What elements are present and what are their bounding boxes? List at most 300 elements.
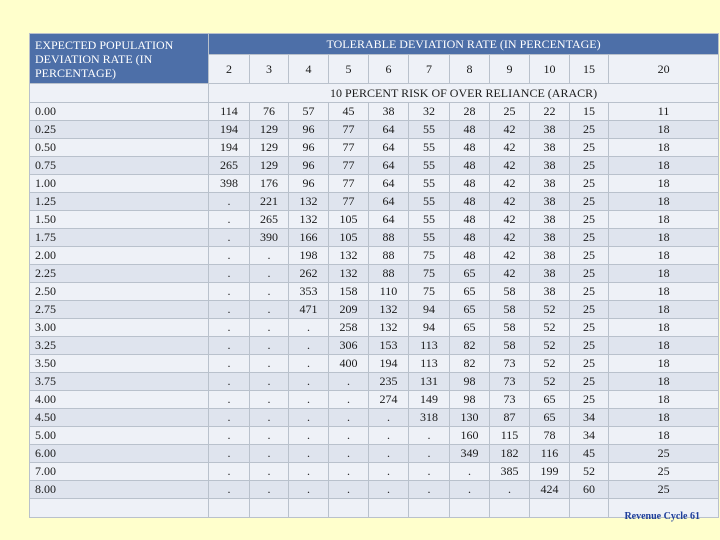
sample-size-cell: 265 (250, 211, 289, 229)
sample-size-cell: 88 (369, 247, 409, 265)
sample-size-cell: . (250, 247, 289, 265)
sample-size-cell: 25 (570, 121, 609, 139)
empty-cell (450, 499, 490, 518)
sample-size-cell: 18 (609, 157, 719, 175)
sample-size-cell: . (369, 463, 409, 481)
sample-size-cell: 64 (369, 139, 409, 157)
sample-size-cell: 385 (490, 463, 530, 481)
sample-size-cell: 34 (570, 427, 609, 445)
sample-size-cell: 77 (329, 139, 369, 157)
table-row (30, 391, 719, 409)
sample-size-cell: 390 (250, 229, 289, 247)
sample-size-cell: 52 (530, 337, 570, 355)
sample-size-cell: 52 (530, 355, 570, 373)
sample-size-cell: 160 (450, 427, 490, 445)
sample-size-cell: 25 (570, 283, 609, 301)
sample-size-cell: 105 (329, 229, 369, 247)
table-row (30, 121, 719, 139)
sample-size-cell: 130 (450, 409, 490, 427)
sample-size-cell: 113 (409, 355, 450, 373)
sample-size-cell: 194 (209, 121, 250, 139)
sample-size-cell: . (209, 373, 250, 391)
sample-size-cell: 132 (329, 265, 369, 283)
sample-size-cell: 18 (609, 319, 719, 337)
sample-size-cell: 262 (289, 265, 329, 283)
sample-size-cell: 45 (570, 445, 609, 463)
sample-size-cell: 129 (250, 139, 289, 157)
column-header: 9 (490, 55, 530, 84)
sample-size-cell: 96 (289, 121, 329, 139)
sample-size-cell: . (209, 265, 250, 283)
sample-size-cell: 65 (530, 391, 570, 409)
population-deviation-header: EXPECTED POPULATION DEVIATION RATE (IN PERCENTAGE) (30, 34, 209, 84)
sample-size-cell: . (369, 409, 409, 427)
sample-size-cell: 65 (450, 265, 490, 283)
sample-size-cell: 82 (450, 355, 490, 373)
sample-size-cell: 64 (369, 175, 409, 193)
row-label: 0.00 (30, 103, 209, 121)
sample-size-cell: 116 (530, 445, 570, 463)
sample-size-cell: 96 (289, 175, 329, 193)
header-spacer (30, 84, 209, 103)
table-row (30, 463, 719, 481)
sample-size-cell: 18 (609, 139, 719, 157)
sample-size-cell: . (329, 481, 369, 499)
sample-size-cell: 73 (490, 355, 530, 373)
sample-size-cell: 38 (530, 211, 570, 229)
sample-size-cell: 129 (250, 121, 289, 139)
sample-size-cell: 55 (409, 211, 450, 229)
sample-size-cell: 265 (209, 157, 250, 175)
sample-size-cell: 398 (209, 175, 250, 193)
sample-size-cell: 58 (490, 337, 530, 355)
column-header: 5 (329, 55, 369, 84)
sample-size-cell: 25 (570, 319, 609, 337)
row-label: 8.00 (30, 481, 209, 499)
sample-size-cell: 18 (609, 247, 719, 265)
empty-cell (369, 499, 409, 518)
table-row (30, 211, 719, 229)
sample-size-cell: . (209, 211, 250, 229)
sample-size-cell: . (209, 409, 250, 427)
sample-size-cell: . (209, 301, 250, 319)
sample-size-cell: 424 (530, 481, 570, 499)
table-row (30, 481, 719, 499)
row-label: 2.75 (30, 301, 209, 319)
sample-size-cell: 58 (490, 301, 530, 319)
column-header: 8 (450, 55, 490, 84)
sample-size-cell: . (250, 355, 289, 373)
table-row (30, 337, 719, 355)
sample-size-cell: . (289, 337, 329, 355)
sample-size-cell: . (250, 391, 289, 409)
sample-size-cell: . (209, 481, 250, 499)
row-label: 2.50 (30, 283, 209, 301)
sample-size-cell: 88 (369, 229, 409, 247)
empty-cell (209, 499, 250, 518)
sample-size-cell: 25 (570, 211, 609, 229)
sample-size-cell: 38 (530, 139, 570, 157)
sample-size-cell: . (209, 391, 250, 409)
table-row (30, 139, 719, 157)
sample-size-cell: 18 (609, 355, 719, 373)
sample-size-cell: 25 (570, 265, 609, 283)
sample-size-cell: . (209, 283, 250, 301)
sample-size-cell: 38 (530, 121, 570, 139)
table-row (30, 229, 719, 247)
row-label: 2.00 (30, 247, 209, 265)
table-row (30, 193, 719, 211)
risk-level-subtitle: 10 PERCENT RISK OF OVER RELIANCE (ARACR) (209, 84, 719, 103)
sample-size-cell: 25 (570, 391, 609, 409)
table-row (30, 373, 719, 391)
sample-size-cell: 25 (490, 103, 530, 121)
sample-size-cell: 18 (609, 265, 719, 283)
sample-size-cell: . (250, 301, 289, 319)
sample-size-cell: 55 (409, 139, 450, 157)
sample-size-cell: . (329, 445, 369, 463)
sample-size-cell: 221 (250, 193, 289, 211)
sample-size-cell: 25 (570, 355, 609, 373)
sample-size-cell: 55 (409, 121, 450, 139)
table-row (30, 445, 719, 463)
sample-size-cell: 132 (369, 301, 409, 319)
sample-size-cell: 76 (250, 103, 289, 121)
sample-size-cell: 96 (289, 157, 329, 175)
sample-size-cell: 306 (329, 337, 369, 355)
sample-size-cell: 25 (570, 229, 609, 247)
row-label: 0.25 (30, 121, 209, 139)
table-row (30, 265, 719, 283)
sample-size-cell: 158 (329, 283, 369, 301)
sample-size-cell: . (329, 409, 369, 427)
sample-size-cell: . (369, 427, 409, 445)
sample-size-cell: . (409, 445, 450, 463)
row-label: 3.00 (30, 319, 209, 337)
sample-size-cell: 132 (289, 211, 329, 229)
sample-size-cell: 58 (490, 283, 530, 301)
sample-size-cell: 25 (570, 157, 609, 175)
sample-size-cell: 198 (289, 247, 329, 265)
sample-size-cell: 131 (409, 373, 450, 391)
sample-size-cell: 88 (369, 265, 409, 283)
sample-size-cell: 18 (609, 229, 719, 247)
sample-size-cell: 42 (490, 139, 530, 157)
sample-size-cell: 25 (570, 175, 609, 193)
table-footer-row (30, 499, 719, 518)
sample-size-cell: . (250, 445, 289, 463)
sample-size-cell: 52 (570, 463, 609, 481)
tolerable-deviation-header: TOLERABLE DEVIATION RATE (IN PERCENTAGE) (209, 34, 719, 55)
sample-size-cell: . (209, 337, 250, 355)
column-header: 20 (609, 55, 719, 84)
sample-size-cell: 55 (409, 193, 450, 211)
sample-size-cell: 52 (530, 319, 570, 337)
sample-size-cell: . (369, 481, 409, 499)
sample-size-cell: . (409, 427, 450, 445)
row-label: 1.75 (30, 229, 209, 247)
sample-size-cell: . (250, 427, 289, 445)
sample-size-cell: . (250, 319, 289, 337)
sample-size-cell: 38 (530, 265, 570, 283)
sample-size-cell: 18 (609, 283, 719, 301)
sample-size-cell: 113 (409, 337, 450, 355)
sample-size-cell: 48 (450, 211, 490, 229)
sample-size-cell: 48 (450, 247, 490, 265)
sample-size-cell: 115 (490, 427, 530, 445)
sample-size-cell: 176 (250, 175, 289, 193)
sample-size-cell: 182 (490, 445, 530, 463)
sample-size-cell: 18 (609, 409, 719, 427)
sample-size-cell: 38 (369, 103, 409, 121)
sample-size-cell: . (209, 445, 250, 463)
sample-size-cell: 77 (329, 121, 369, 139)
sample-size-cell: 94 (409, 301, 450, 319)
sample-size-cell: 18 (609, 121, 719, 139)
row-label: 0.75 (30, 157, 209, 175)
column-header: 3 (250, 55, 289, 84)
row-label: 3.75 (30, 373, 209, 391)
sample-size-cell: 25 (609, 445, 719, 463)
sample-size-cell: 25 (570, 193, 609, 211)
empty-cell (490, 499, 530, 518)
sample-size-cell: 55 (409, 157, 450, 175)
sample-size-cell: 82 (450, 337, 490, 355)
sample-size-cell: 18 (609, 301, 719, 319)
sample-size-cell: 42 (490, 175, 530, 193)
table-row (30, 157, 719, 175)
sample-size-cell: 25 (570, 139, 609, 157)
sample-size-cell: 25 (609, 463, 719, 481)
sample-size-cell: . (289, 445, 329, 463)
sample-size-cell: . (209, 427, 250, 445)
sample-size-cell: 153 (369, 337, 409, 355)
sample-size-cell: 48 (450, 193, 490, 211)
sample-size-cell: 38 (530, 229, 570, 247)
sample-size-cell: 194 (209, 139, 250, 157)
sample-size-cell: . (209, 319, 250, 337)
sample-size-cell: . (250, 283, 289, 301)
sample-size-cell: 38 (530, 283, 570, 301)
sample-size-cell: 34 (570, 409, 609, 427)
sample-size-cell: . (209, 463, 250, 481)
sample-size-cell: 94 (409, 319, 450, 337)
table-row (30, 247, 719, 265)
sample-size-cell: 258 (329, 319, 369, 337)
sample-size-cell: . (329, 427, 369, 445)
sample-size-cell: . (289, 409, 329, 427)
row-label: 5.00 (30, 427, 209, 445)
empty-cell (30, 499, 209, 518)
sample-size-cell: 18 (609, 391, 719, 409)
table-row (30, 409, 719, 427)
row-label: 2.25 (30, 265, 209, 283)
sample-size-cell: . (329, 391, 369, 409)
sample-size-cell: 48 (450, 229, 490, 247)
sample-size-cell: 318 (409, 409, 450, 427)
sample-size-cell: 105 (329, 211, 369, 229)
sample-size-cell: 64 (369, 193, 409, 211)
column-header: 10 (530, 55, 570, 84)
empty-cell (530, 499, 570, 518)
sample-size-cell: . (289, 355, 329, 373)
sample-size-cell: 55 (409, 175, 450, 193)
sample-size-cell: 18 (609, 427, 719, 445)
sample-size-cell: 15 (570, 103, 609, 121)
sample-size-cell: . (209, 229, 250, 247)
sample-size-cell: 64 (369, 157, 409, 175)
sample-size-cell: 42 (490, 229, 530, 247)
sample-size-cell: 57 (289, 103, 329, 121)
sample-size-cell: . (250, 265, 289, 283)
sample-size-cell: 45 (329, 103, 369, 121)
sample-size-cell: 52 (530, 373, 570, 391)
sample-size-cell: 25 (570, 301, 609, 319)
row-label: 3.25 (30, 337, 209, 355)
sample-size-cell: 42 (490, 193, 530, 211)
sample-size-cell: . (289, 391, 329, 409)
sample-size-cell: 22 (530, 103, 570, 121)
sample-size-cell: . (329, 373, 369, 391)
sample-size-cell: . (329, 463, 369, 481)
empty-cell (329, 499, 369, 518)
sample-size-cell: . (490, 481, 530, 499)
column-header: 7 (409, 55, 450, 84)
column-header: 15 (570, 55, 609, 84)
sample-size-cell: 65 (450, 301, 490, 319)
sample-size-cell: 38 (530, 157, 570, 175)
sample-size-cell: 38 (530, 247, 570, 265)
sample-size-cell: . (289, 319, 329, 337)
row-label: 7.00 (30, 463, 209, 481)
sample-size-cell: 235 (369, 373, 409, 391)
row-label: 4.50 (30, 409, 209, 427)
sample-size-cell: 400 (329, 355, 369, 373)
sample-size-cell: 78 (530, 427, 570, 445)
sample-size-cell: . (289, 481, 329, 499)
column-header: 2 (209, 55, 250, 84)
sample-size-cell: 25 (570, 373, 609, 391)
sample-size-cell: . (250, 337, 289, 355)
sample-size-cell: 42 (490, 157, 530, 175)
sample-size-cell: 75 (409, 265, 450, 283)
row-label: 0.50 (30, 139, 209, 157)
sample-size-cell: 75 (409, 247, 450, 265)
sample-size-cell: 98 (450, 373, 490, 391)
table-row (30, 427, 719, 445)
sample-size-cell: 48 (450, 139, 490, 157)
sample-size-cell: 73 (490, 391, 530, 409)
column-header: 4 (289, 55, 329, 84)
row-label: 1.50 (30, 211, 209, 229)
sample-size-cell: . (369, 445, 409, 463)
sample-size-cell: . (450, 463, 490, 481)
sample-size-cell: 65 (530, 409, 570, 427)
sample-size-cell: . (250, 463, 289, 481)
sample-size-cell: 129 (250, 157, 289, 175)
sample-size-cell: 114 (209, 103, 250, 121)
sample-size-cell: 64 (369, 211, 409, 229)
sample-size-cell: 132 (289, 193, 329, 211)
sample-size-cell: 96 (289, 139, 329, 157)
sample-size-cell: . (409, 463, 450, 481)
row-label: 1.00 (30, 175, 209, 193)
sample-size-cell: 11 (609, 103, 719, 121)
sample-size-cell: 25 (570, 247, 609, 265)
sample-size-cell: 58 (490, 319, 530, 337)
sample-size-cell: 64 (369, 121, 409, 139)
sample-size-cell: 38 (530, 175, 570, 193)
sample-size-cell: 25 (570, 337, 609, 355)
table-row (30, 103, 719, 121)
sample-size-cell: 48 (450, 121, 490, 139)
sample-size-cell: 149 (409, 391, 450, 409)
sample-size-cell: . (409, 481, 450, 499)
sample-size-cell: 38 (530, 193, 570, 211)
sample-size-cell: 18 (609, 193, 719, 211)
sample-size-cell: 52 (530, 301, 570, 319)
sample-size-cell: 209 (329, 301, 369, 319)
sample-size-cell: 18 (609, 211, 719, 229)
empty-cell (289, 499, 329, 518)
row-label: 1.25 (30, 193, 209, 211)
sample-size-cell: 48 (450, 157, 490, 175)
row-label: 3.50 (30, 355, 209, 373)
sample-size-cell: 87 (490, 409, 530, 427)
table-row (30, 283, 719, 301)
sample-size-cell: 73 (490, 373, 530, 391)
empty-cell (250, 499, 289, 518)
column-header: 6 (369, 55, 409, 84)
empty-cell (409, 499, 450, 518)
sample-size-table (29, 33, 719, 518)
table-row (30, 301, 719, 319)
sample-size-cell: 60 (570, 481, 609, 499)
sample-size-cell: 18 (609, 373, 719, 391)
sample-size-cell: . (289, 427, 329, 445)
sample-size-cell: . (250, 409, 289, 427)
sample-size-cell: . (209, 193, 250, 211)
sample-size-cell: 353 (289, 283, 329, 301)
empty-cell (570, 499, 609, 518)
sample-size-cell: 65 (450, 319, 490, 337)
slide-caption: Revenue Cycle 61 (624, 511, 700, 522)
sample-size-cell: 132 (329, 247, 369, 265)
sample-size-cell: 48 (450, 175, 490, 193)
row-label: 6.00 (30, 445, 209, 463)
sample-size-cell: 65 (450, 283, 490, 301)
sample-size-cell: . (250, 373, 289, 391)
sample-size-cell: . (209, 355, 250, 373)
sample-size-cell: 349 (450, 445, 490, 463)
sample-size-cell: 274 (369, 391, 409, 409)
sample-size-cell: 18 (609, 175, 719, 193)
sample-size-cell: 199 (530, 463, 570, 481)
sample-size-cell: . (289, 373, 329, 391)
row-label: 4.00 (30, 391, 209, 409)
table-row (30, 355, 719, 373)
sample-size-cell: 77 (329, 175, 369, 193)
sample-size-cell: 42 (490, 265, 530, 283)
sample-size-cell: 166 (289, 229, 329, 247)
sample-size-cell: 55 (409, 229, 450, 247)
sample-size-cell: . (289, 463, 329, 481)
sample-size-cell: 194 (369, 355, 409, 373)
sample-size-cell: 42 (490, 211, 530, 229)
sample-size-cell: 471 (289, 301, 329, 319)
sample-size-cell: 77 (329, 157, 369, 175)
sample-size-cell: 28 (450, 103, 490, 121)
